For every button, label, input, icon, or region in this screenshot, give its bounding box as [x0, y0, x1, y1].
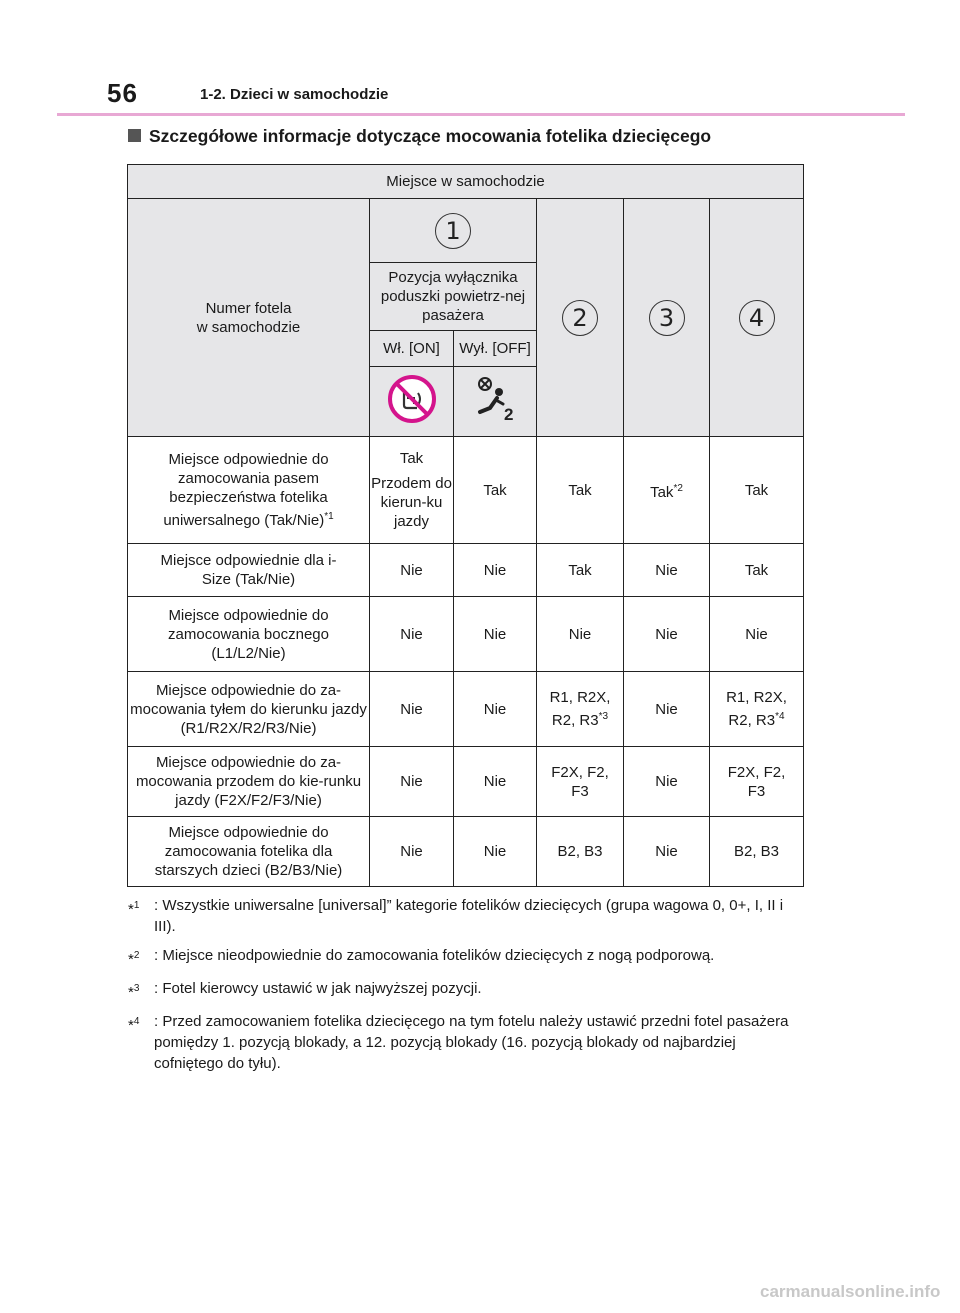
- page-number: 56: [107, 78, 138, 108]
- table-row: [128, 544, 804, 597]
- table-cell: Tak: [710, 544, 804, 597]
- square-bullet-icon: [128, 129, 141, 142]
- table-cell: F2X, F2, F3: [710, 747, 804, 817]
- seat-4-header: [710, 199, 804, 437]
- table-cell: Nie: [624, 544, 710, 597]
- footnote-number: 2: [133, 950, 140, 961]
- switch-off-label: Wył. [OFF]: [454, 331, 537, 367]
- cell-value: Tak: [399, 450, 424, 467]
- table-cell: Nie: [454, 597, 537, 672]
- row-label: Miejsce odpowiednie do zamocowania fotelika dla starszych dzieci (B2/B3/Nie): [128, 817, 370, 887]
- footnote-ref: *2: [673, 482, 683, 494]
- row-label: Miejsce odpowiednie do za-mocowania przodem do kie-runku jazdy (F2X/F2/F3/Nie): [128, 747, 370, 817]
- footnote-ref: *1: [324, 511, 334, 522]
- asterisk: *: [128, 984, 134, 1001]
- section-heading: [128, 126, 711, 147]
- seat-2-header: [537, 199, 624, 437]
- seat-3-header: [624, 199, 710, 437]
- table-row: [128, 437, 804, 544]
- footnote-number: 1: [133, 900, 140, 911]
- cell-subtext: Przodem do kierun-ku jazdy: [371, 475, 452, 530]
- footnote-text: : Fotel kierowcy ustawić w jak najwyższej pozycji.: [154, 980, 482, 997]
- table-cell: Tak: [710, 437, 804, 544]
- airbag-off-icon-cell: [454, 367, 537, 437]
- footnote-number: 3: [133, 983, 140, 994]
- table-cell: [710, 672, 804, 747]
- table-cell: Nie: [370, 817, 454, 887]
- switch-on-label: Wł. [ON]: [370, 331, 454, 367]
- table-row: [128, 817, 804, 887]
- row-label: Miejsce odpowiednie do zamocowania bocznego (L1/L2/Nie): [128, 597, 370, 672]
- watermark: carmanualsonline.info: [760, 1282, 941, 1301]
- footnote-ref: *4: [775, 711, 785, 722]
- table-cell: B2, B3: [710, 817, 804, 887]
- table-cell: Nie: [624, 817, 710, 887]
- table-cell: Nie: [370, 747, 454, 817]
- seat-number-label: Numer fotela w samochodzie: [128, 199, 370, 437]
- table-cell: [624, 437, 710, 544]
- footnote-ref: *3: [598, 711, 609, 722]
- row-label: Miejsce odpowiednie dla i-Size (Tak/Nie): [128, 544, 370, 597]
- footnote-marker: [128, 1011, 154, 1074]
- asterisk: *: [128, 951, 134, 968]
- footnote-1: [128, 895, 808, 937]
- table-cell: Nie: [370, 672, 454, 747]
- asterisk: *: [128, 901, 134, 918]
- airbag-on-icon-cell: [370, 367, 454, 437]
- airbag-switch-label: Pozycja wyłącznika poduszki powietrz-nej pasażera: [370, 263, 537, 331]
- table-cell: Nie: [454, 544, 537, 597]
- seat-number-3: 3: [649, 300, 685, 336]
- seat-number-1: 1: [435, 213, 471, 249]
- section-title-text: Szczegółowe informacje dotyczące mocowania fotelika dziecięcego: [149, 126, 712, 146]
- footnote-text: : Miejsce nieodpowiednie do zamocowania fotelików dziecięcych z nogą podporową.: [154, 947, 715, 964]
- table-row: [128, 747, 804, 817]
- table-cell: Nie: [454, 747, 537, 817]
- cell-value: Tak: [650, 483, 674, 501]
- table-cell: Nie: [454, 817, 537, 887]
- row-label: [128, 437, 370, 544]
- footnote-3: [128, 978, 808, 1003]
- table-cell: Nie: [624, 597, 710, 672]
- chapter-title: 1-2. Dzieci w samochodzie: [200, 86, 389, 103]
- table-cell: Tak: [537, 437, 624, 544]
- footnote-2: [128, 945, 808, 970]
- table-cell: F2X, F2, F3: [537, 747, 624, 817]
- footnote-number: 4: [133, 1016, 140, 1027]
- child-seat-table: [127, 164, 804, 887]
- footnote-4: [128, 1011, 808, 1074]
- airbag-off-passenger-icon: [470, 374, 520, 424]
- table-top-header: Miejsce w samochodzie: [128, 165, 804, 199]
- table-cell: Tak: [537, 544, 624, 597]
- table-cell: [370, 437, 454, 544]
- footnote-text: : Przed zamocowaniem fotelika dziecięcego na tym fotelu należy ustawić przedni fotel pasażera pomiędzy 1. pozycją blokady, a 12. pozycją blokady (16. pozycją blokady od najbardziej cofniętego do tyłu).: [154, 1013, 789, 1072]
- footnote-marker: [128, 945, 154, 970]
- footnotes: [128, 895, 808, 1082]
- table-cell: Nie: [454, 672, 537, 747]
- header-divider: [57, 113, 905, 116]
- cell-value: R1, R2X, R2, R3: [726, 689, 787, 729]
- table-row: [128, 597, 804, 672]
- table-row: [128, 672, 804, 747]
- cell-value: R1, R2X, R2, R3: [549, 689, 611, 729]
- seat-1-header: [370, 199, 537, 263]
- no-rear-facing-seat-icon: [387, 374, 437, 424]
- table-cell: Nie: [370, 597, 454, 672]
- row-label-text: Miejsce odpowiednie do zamocowania pasem bezpieczeństwa fotelika uniwersalnego (Tak/Nie): [163, 451, 329, 529]
- footnote-marker: [128, 978, 154, 1003]
- footnote-marker: [128, 895, 154, 937]
- seat-number-2: 2: [562, 300, 598, 336]
- svg-text:2: 2: [504, 405, 514, 424]
- table-cell: Nie: [537, 597, 624, 672]
- seat-number-4: 4: [739, 300, 775, 336]
- table-cell: Nie: [624, 747, 710, 817]
- asterisk: *: [128, 1017, 134, 1034]
- table-cell: [537, 672, 624, 747]
- row-label: Miejsce odpowiednie do za-mocowania tyłem do kierunku jazdy (R1/R2X/R2/R3/Nie): [128, 672, 370, 747]
- table-cell: Nie: [370, 544, 454, 597]
- table-cell: B2, B3: [537, 817, 624, 887]
- footnote-text: : Wszystkie uniwersalne [universal]” kategorie fotelików dziecięcych (grupa wagowa 0, 0+, I, II i III).: [154, 897, 784, 935]
- table-cell: Nie: [710, 597, 804, 672]
- table-cell: Nie: [624, 672, 710, 747]
- table-cell: Tak: [454, 437, 537, 544]
